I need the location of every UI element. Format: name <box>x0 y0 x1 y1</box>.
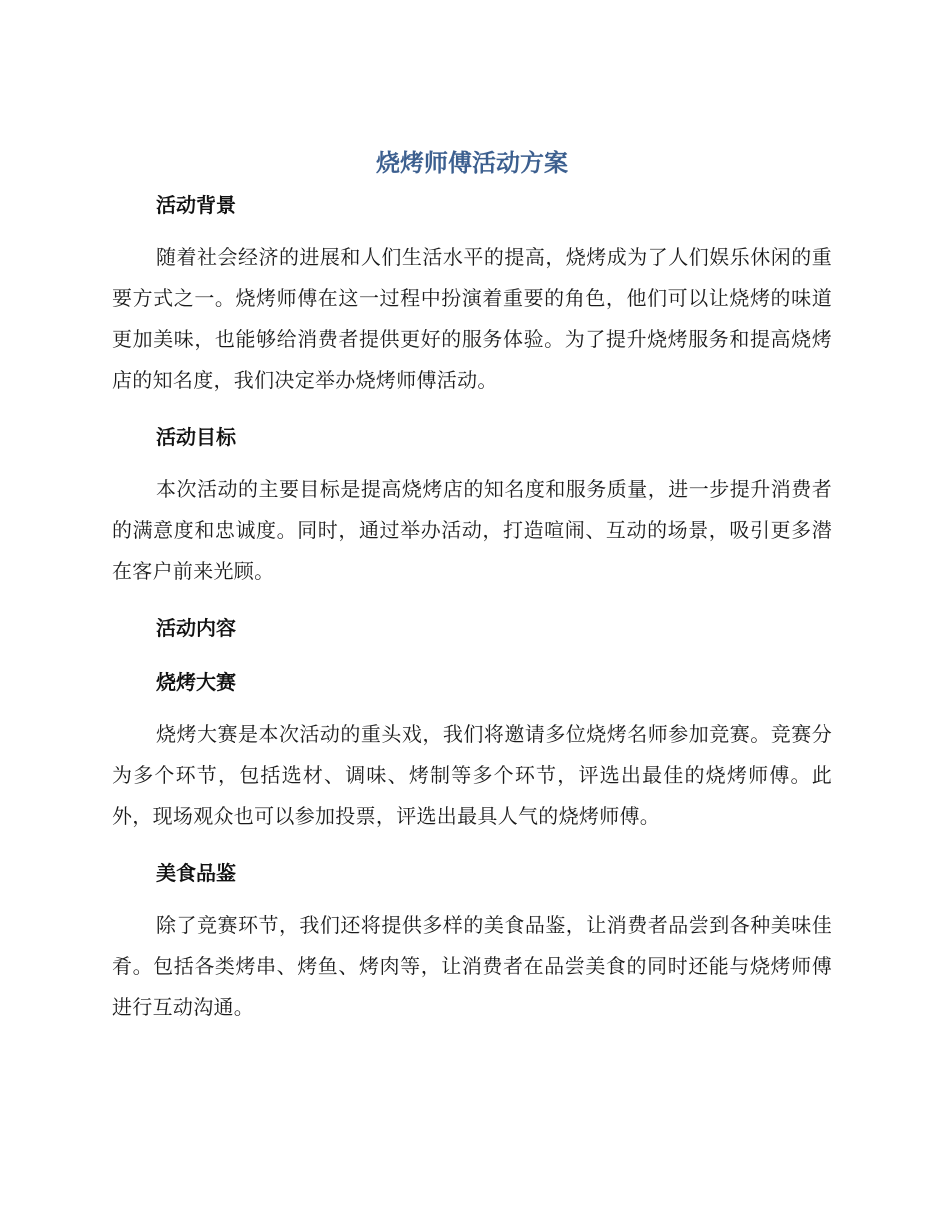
section-heading: 烧烤大赛 <box>156 670 236 694</box>
document-page <box>112 145 832 1028</box>
section-heading: 活动目标 <box>156 425 236 449</box>
document-title: 烧烤师傅活动方案 <box>376 149 568 177</box>
section-heading: 活动内容 <box>156 616 236 640</box>
section-goals <box>112 415 832 592</box>
section-background <box>112 183 832 401</box>
section-food-tasting <box>112 851 832 1028</box>
section-paragraph: 随着社会经济的进展和人们生活水平的提高，烧烤成为了人们娱乐休闲的重要方式之一。烧烤师傅在这一过程中扮演着重要的角色，他们可以让烧烤的味道更加美味，也能够给消费者提供更好的服务体验。为了提升烧烤服务和提高烧烤店的知名度，我们决定举办烧烤师傅活动。 <box>112 245 832 392</box>
section-heading: 活动背景 <box>156 193 236 217</box>
section-content <box>112 606 832 650</box>
section-heading: 美食品鉴 <box>156 861 236 885</box>
section-paragraph: 除了竞赛环节，我们还将提供多样的美食品鉴，让消费者品尝到各种美味佳肴。包括各类烤串、烤鱼、烤肉等，让消费者在品尝美食的同时还能与烧烤师傅进行互动沟通。 <box>112 913 832 1019</box>
section-bbq-contest <box>112 660 832 837</box>
section-paragraph: 本次活动的主要目标是提高烧烤店的知名度和服务质量，进一步提升消费者的满意度和忠诚度。同时，通过举办活动，打造喧闹、互动的场景，吸引更多潜在客户前来光顾。 <box>112 477 832 583</box>
section-paragraph: 烧烤大赛是本次活动的重头戏，我们将邀请多位烧烤名师参加竞赛。竞赛分为多个环节，包括选材、调味、烤制等多个环节，评选出最佳的烧烤师傅。此外，现场观众也可以参加投票，评选出最具人气的烧烤师傅。 <box>112 722 832 828</box>
